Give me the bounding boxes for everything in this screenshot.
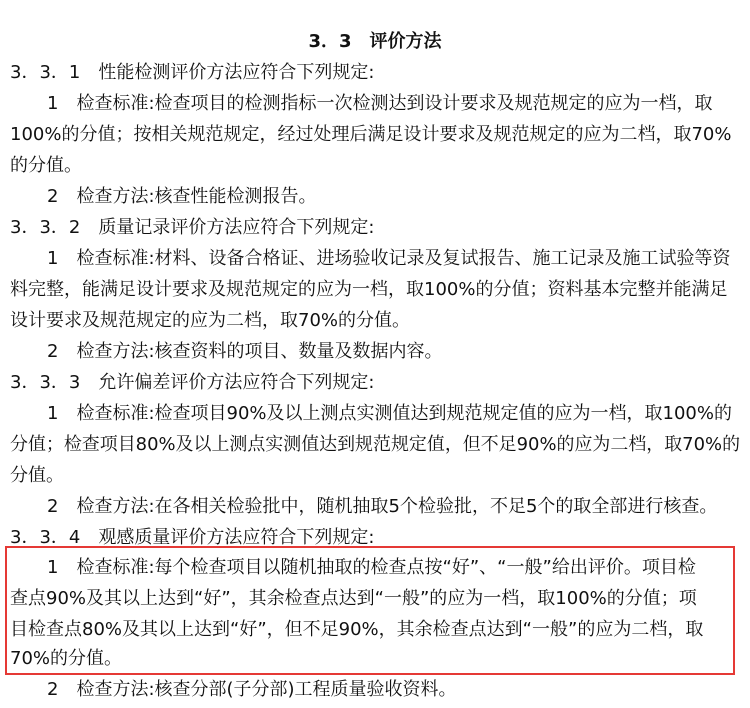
clause-3-3-1-heading: 3．3．1 性能检测评价方法应符合下列规定: [10,62,375,83]
clause-3-3-2-item-1-line-2: 料完整，能满足设计要求及规范规定的应为一档，取100%的分值；资料基本完整并能满足 [10,279,728,300]
clause-3-3-2-item-1-line-3: 设计要求及规范规定的应为二档，取70%的分值。 [10,310,411,331]
section-title: 3．3 评价方法 [308,31,442,52]
clause-3-3-4-item-1-line-1: 1 检查标准:每个检查项目以随机抽取的检查点按“好”、“一般”给出评价。项目检 [47,557,696,578]
clause-3-3-2-item-2: 2 检查方法:核查资料的项目、数量及数据内容。 [47,341,443,362]
clause-3-3-3-item-2: 2 检查方法:在各相关检验批中，随机抽取5个检验批，不足5个的取全部进行核查。 [47,496,718,517]
clause-3-3-1-item-1-line-3: 的分值。 [10,155,82,176]
clause-3-3-3-item-1-line-2: 分值；检查项目80%及以上测点实测值达到规范规定值，但不足90%的应为二档，取70%的 [10,434,741,455]
clause-3-3-4-item-1-line-2: 查点90%及其以上达到“好”，其余检查点达到“一般”的应为一档，取100%的分值；项 [10,588,697,609]
clause-3-3-1-item-1-line-1: 1 检查标准:检查项目的检测指标一次检测达到设计要求及规范规定的应为一档，取 [47,93,713,114]
clause-3-3-4-item-2: 2 检查方法:核查分部(子分部)工程质量验收资料。 [47,679,457,700]
clause-3-3-2-heading: 3．3．2 质量记录评价方法应符合下列规定: [10,217,375,238]
clause-3-3-2-item-1-line-1: 1 检查标准:材料、设备合格证、进场验收记录及复试报告、施工记录及施工试验等资 [47,248,731,269]
clause-3-3-1-item-1-line-2: 100%的分值；按相关规范规定，经过处理后满足设计要求及规范规定的应为二档，取70% [10,124,732,145]
clause-3-3-3-item-1-line-1: 1 检查标准:检查项目90%及以上测点实测值达到规范规定值的应为一档，取100%的 [47,403,732,424]
clause-3-3-4-heading: 3．3．4 观感质量评价方法应符合下列规定: [10,527,375,548]
clause-3-3-4-item-1-line-3: 目检查点80%及其以上达到“好”，但不足90%，其余检查点达到“一般”的应为二档，取 [10,619,704,640]
clause-3-3-3-item-1-line-3: 分值。 [10,465,64,486]
clause-3-3-4-item-1-line-4: 70%的分值。 [10,648,123,669]
clause-3-3-3-heading: 3．3．3 允许偏差评价方法应符合下列规定: [10,372,375,393]
clause-3-3-1-item-2: 2 检查方法:核查性能检测报告。 [47,186,317,207]
